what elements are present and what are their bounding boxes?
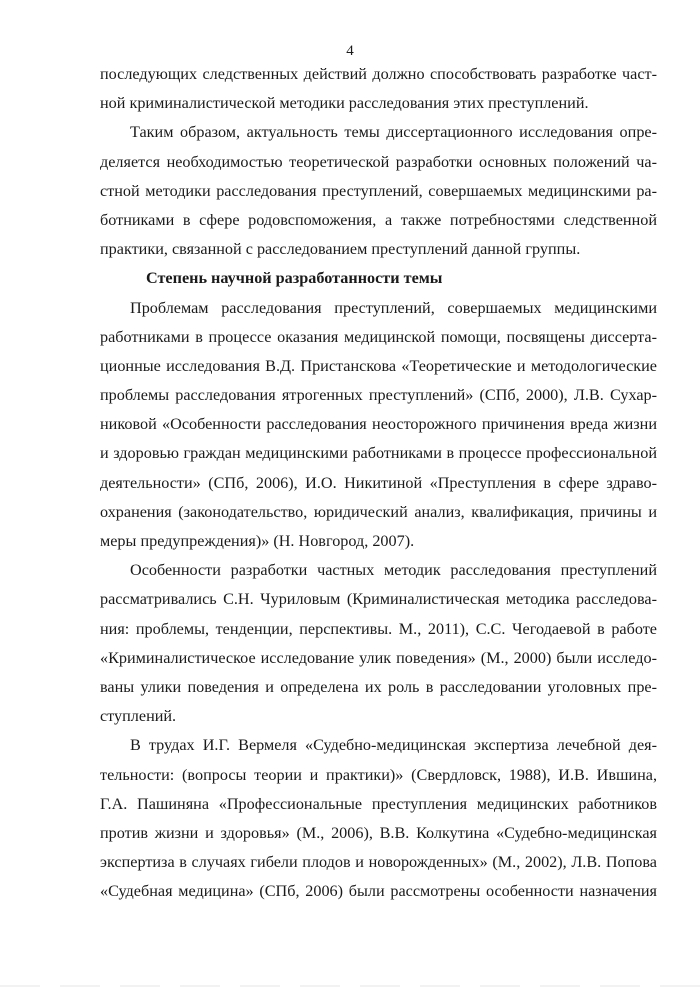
- text-line: деятельности» (СПб, 2006), И.О. Никитиной «Преступления в сфере здраво-: [100, 473, 657, 492]
- text-line: ваны улики поведения и определена их роль в расследовании уголовных пре-: [100, 677, 657, 696]
- paragraph-relevance: [100, 118, 657, 264]
- text-line: тельности: (вопросы теории и практики)» (Свердловск, 1988), И.В. Ившина,: [100, 765, 657, 784]
- text-line: и здоровью граждан медицинскими работниками в процессе профессиональной: [100, 444, 657, 463]
- text-line: стной методики расследования преступлений, совершаемых медицинскими ра-: [100, 181, 657, 200]
- text-line: последующих следственных действий должно способствовать разработке част-: [100, 65, 657, 83]
- page-number: 4: [346, 43, 354, 59]
- paragraph-forensic-works: [100, 731, 657, 906]
- text-line: меры предупреждения)» (Н. Новгород, 2007).: [100, 532, 415, 550]
- document-body: [100, 60, 657, 906]
- text-line: никовой «Особенности расследования неосторожного причинения вреда жизни: [100, 415, 657, 434]
- text-line: «Криминалистическое исследование улик поведения» (М., 2000) были исследо-: [100, 648, 657, 667]
- text-line: работниками в процессе оказания медицинской помощи, посвящены диссерта-: [100, 327, 657, 346]
- text-line: деляется необходимостью теоретической разработки основных положений ча-: [100, 152, 657, 171]
- text-line: практики, связанной с расследованием преступлений данной группы.: [100, 240, 581, 259]
- text-line: рассматривались С.Н. Чуриловым (Криминалистическая методика расследова-: [100, 590, 657, 609]
- text-line: Особенности разработки частных методик расследования преступлений: [130, 561, 657, 580]
- scan-artifact-line: [0, 985, 700, 987]
- text-line: «Судебная медицина» (СПб, 2006) были рассмотрены особенности назначения: [100, 882, 657, 901]
- text-line: ботниками в сфере родовспоможения, а также потребностями следственной: [100, 210, 657, 229]
- text-line: ционные исследования В.Д. Пристанскова «Теоретические и методологические: [100, 356, 657, 375]
- text-line: Таким образом, актуальность темы диссертационного исследования опре-: [130, 123, 657, 142]
- text-line: Проблемам расследования преступлений, совершаемых медицинскими: [130, 298, 657, 317]
- paragraph-continuation: [100, 60, 657, 118]
- text-line: ступлений.: [100, 707, 177, 726]
- paragraph-methods: [100, 556, 657, 731]
- text-line: проблемы расследования ятрогенных преступлений» (СПб, 2000), Л.В. Сухар-: [100, 386, 657, 405]
- section-heading: Степень научной разработанности темы: [146, 269, 443, 288]
- text-line: экспертиза в случаях гибели плодов и новорожденных» (М., 2002), Л.В. Попова: [100, 853, 657, 872]
- text-line: В трудах И.Г. Вермеля «Судебно-медицинская экспертиза лечебной дея-: [130, 736, 657, 755]
- text-line: ной криминалистической методики расследования этих преступлений.: [100, 94, 589, 113]
- paragraph-dissertations: [100, 294, 657, 557]
- text-line: ния: проблемы, тенденции, перспективы. М., 2011), С.С. Чегодаевой в работе: [100, 619, 657, 638]
- text-line: против жизни и здоровья» (М., 2006), В.В. Колкутина «Судебно-медицинская: [100, 823, 657, 842]
- text-line: охранения (законодательство, юридический анализ, квалификация, причины и: [100, 502, 657, 521]
- text-line: Г.А. Пашиняна «Профессиональные преступления медицинских работников: [100, 794, 657, 813]
